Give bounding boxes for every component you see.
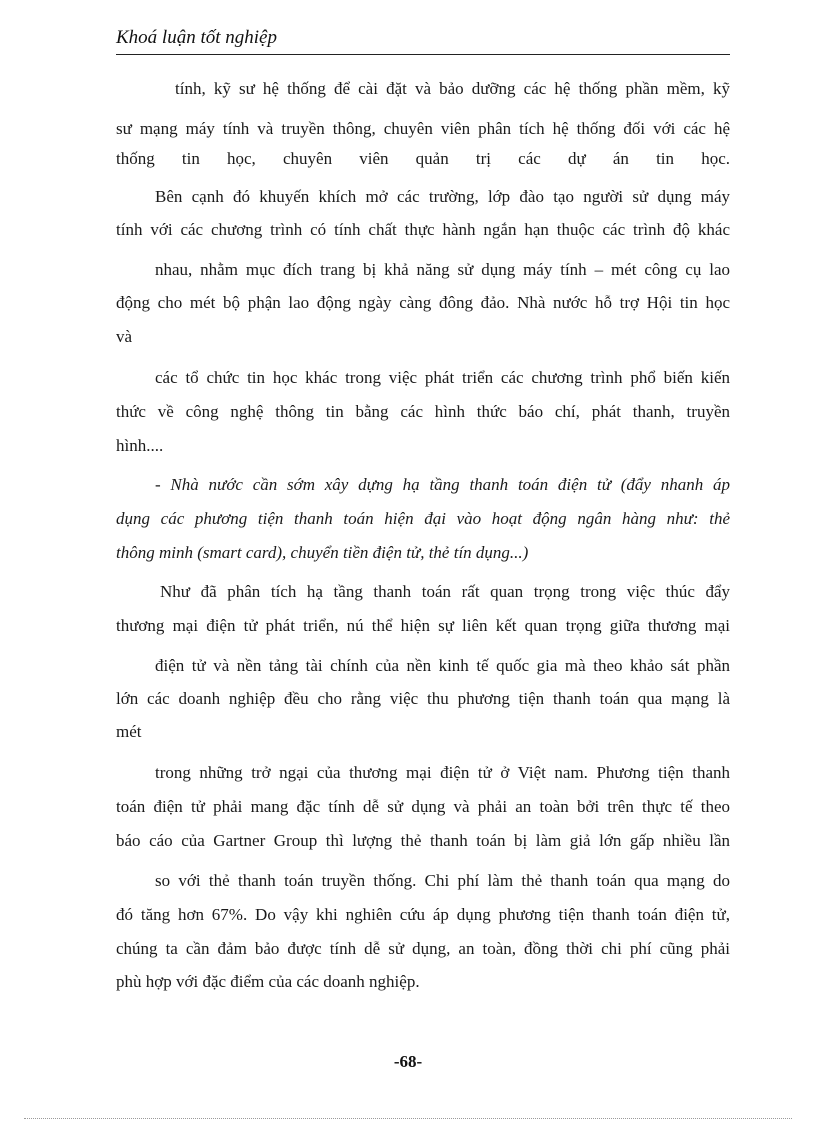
body-line: và xyxy=(116,327,133,346)
body-line: mét xyxy=(116,722,142,741)
body-line: so với thẻ thanh toán truyền thống. Chi phí làm thẻ thanh toán qua mạng do xyxy=(155,871,730,890)
body-line: các tổ chức tin học khác trong việc phát triển các chương trình phổ biến kiến xyxy=(155,368,730,387)
body-line: thống tin học, chuyên viên quản trị các dự án tin học. xyxy=(116,149,730,168)
body-line: thức về công nghệ thông tin bằng các hình thức báo chí, phát thanh, truyền xyxy=(116,402,730,421)
body-line: nhau, nhằm mục đích trang bị khả năng sử dụng máy tính – mét công cụ lao xyxy=(155,260,730,279)
body-line-italic: thông minh (smart card), chuyển tiền điện tử, thẻ tín dụng...) xyxy=(116,543,529,562)
body-line: sư mạng máy tính và truyền thông, chuyên viên phân tích hệ thống đối với các hệ xyxy=(116,119,730,138)
body-line: phù hợp với đặc điểm của các doanh nghiệp. xyxy=(116,972,420,991)
body-line: động cho mét bộ phận lao động ngày càng đông đảo. Nhà nước hỗ trợ Hội tin học xyxy=(116,293,730,312)
page-header-title: Khoá luận tốt nghiệp xyxy=(116,26,730,55)
page-border-divider xyxy=(24,1118,792,1119)
body-line-italic: - Nhà nước cần sớm xây dựng hạ tầng thanh toán điện tử (đẩy nhanh áp xyxy=(155,475,730,494)
body-line: lớn các doanh nghiệp đều cho rằng việc thu phương tiện thanh toán qua mạng là xyxy=(116,689,730,708)
body-line: đó tăng hơn 67%. Do vậy khi nghiên cứu áp dụng phương tiện thanh toán điện tử, xyxy=(116,905,730,924)
body-line: chúng ta cần đảm bảo được tính dễ sử dụng, an toàn, đồng thời chi phí cũng phải xyxy=(116,939,730,958)
body-line: hình.... xyxy=(116,436,164,455)
body-line: trong những trở ngại của thương mại điện tử ở Việt nam. Phương tiện thanh xyxy=(155,763,730,782)
body-line: báo cáo của Gartner Group thì lượng thẻ thanh toán bị làm giả lớn gấp nhiều lần xyxy=(116,831,730,850)
body-line-italic: dụng các phương tiện thanh toán hiện đại vào hoạt động ngân hàng như: thẻ xyxy=(116,509,730,528)
page-number: -68- xyxy=(393,1052,423,1071)
body-line: Như đã phân tích hạ tầng thanh toán rất quan trọng trong việc thúc đẩy xyxy=(160,582,730,601)
body-line: điện tử và nền tảng tài chính của nền kinh tế quốc gia mà theo khảo sát phần xyxy=(155,656,730,675)
body-line: tính, kỹ sư hệ thống để cài đặt và bảo dưỡng các hệ thống phần mềm, kỹ xyxy=(175,79,730,98)
body-line: toán điện tử phải mang đặc tính dễ sử dụng và phải an toàn bởi trên thực tế theo xyxy=(116,797,730,816)
body-line: tính với các chương trình có tính chất thực hành ngắn hạn thuộc các trình độ khác xyxy=(116,220,730,239)
body-line: Bên cạnh đó khuyến khích mở các trường, lớp đào tạo người sử dụng máy xyxy=(155,187,730,206)
body-line: thương mại điện tử phát triển, nú thể hiện sự liên kết quan trọng giữa thương mại xyxy=(116,616,730,635)
